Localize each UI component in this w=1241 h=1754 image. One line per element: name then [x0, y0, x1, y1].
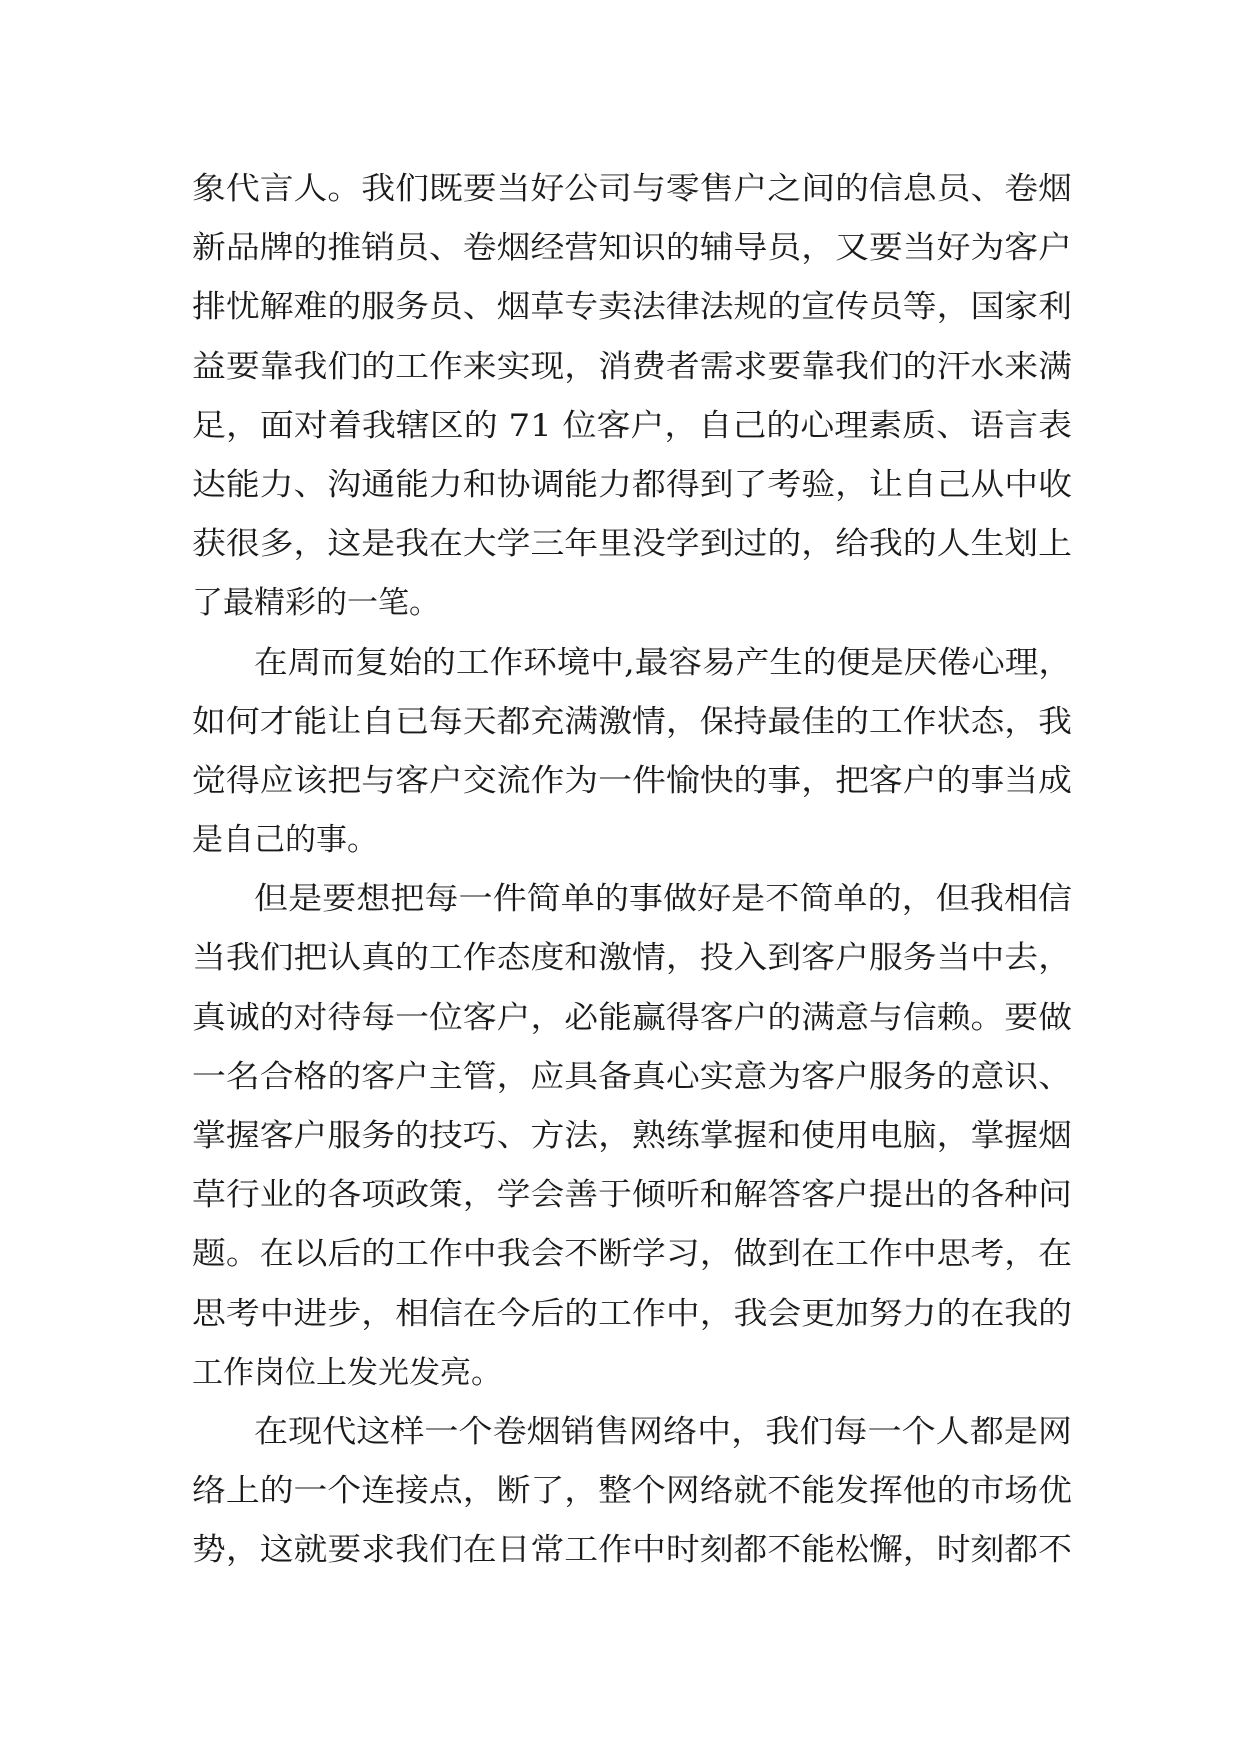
text-line: 工作岗位上发光发亮。 — [192, 1354, 502, 1391]
text-line: 益要靠我们的工作来实现，消费者需求要靠我们的汗水来满 — [192, 348, 1072, 385]
text-line: 掌握客户服务的技巧、方法，熟练掌握和使用电脑，掌握烟 — [192, 1118, 1072, 1154]
text-line: 草行业的各项政策，学会善于倾听和解答客户提出的各种问 — [192, 1177, 1072, 1214]
text-line: 是自己的事。 — [192, 822, 378, 859]
text-line: 但是要想把每一件简单的事做好是不简单的，但我相信 — [254, 881, 1072, 918]
text-line: 题。在以后的工作中我会不断学习，做到在工作中思考，在 — [192, 1236, 1072, 1273]
text-line: 当我们把认真的工作态度和激情，投入到客户服务当中去， — [192, 940, 1072, 977]
text-line: 象代言人。我们既要当好公司与零售户之间的信息员、卷烟 — [192, 171, 1072, 207]
text-line: 真诚的对待每一位客户，必能赢得客户的满意与信赖。要做 — [192, 999, 1072, 1036]
text-line: 势，这就要求我们在日常工作中时刻都不能松懈，时刻都不 — [192, 1532, 1072, 1569]
text-line: 思考中进步，相信在今后的工作中，我会更加努力的在我的 — [192, 1295, 1072, 1332]
text-line: 足，面对着我辖区的 71 位客户，自己的心理素质、语言表 — [192, 407, 1072, 444]
text-line: 新品牌的推销员、卷烟经营知识的辅导员，又要当好为客户 — [192, 230, 1072, 267]
text-line: 在周而复始的工作环境中,最容易产生的便是厌倦心理， — [254, 644, 1072, 681]
text-line: 获很多，这是我在大学三年里没学到过的，给我的人生划上 — [192, 526, 1072, 563]
document-body — [192, 160, 1072, 1581]
text-line: 排忧解难的服务员、烟草专卖法律法规的宣传员等，国家利 — [192, 289, 1072, 326]
text-line: 络上的一个连接点，断了，整个网络就不能发挥他的市场优 — [192, 1473, 1072, 1510]
text-line: 一名合格的客户主管，应具备真心实意为客户服务的意识、 — [192, 1058, 1072, 1095]
text-line: 如何才能让自已每天都充满激情，保持最佳的工作状态，我 — [192, 703, 1072, 740]
text-line: 了最精彩的一笔。 — [192, 585, 440, 622]
text-line: 在现代这样一个卷烟销售网络中，我们每一个人都是网 — [254, 1413, 1072, 1450]
text-line: 觉得应该把与客户交流作为一件愉快的事，把客户的事当成 — [192, 762, 1072, 799]
text-line: 达能力、沟通能力和协调能力都得到了考验，让自己从中收 — [192, 466, 1072, 503]
